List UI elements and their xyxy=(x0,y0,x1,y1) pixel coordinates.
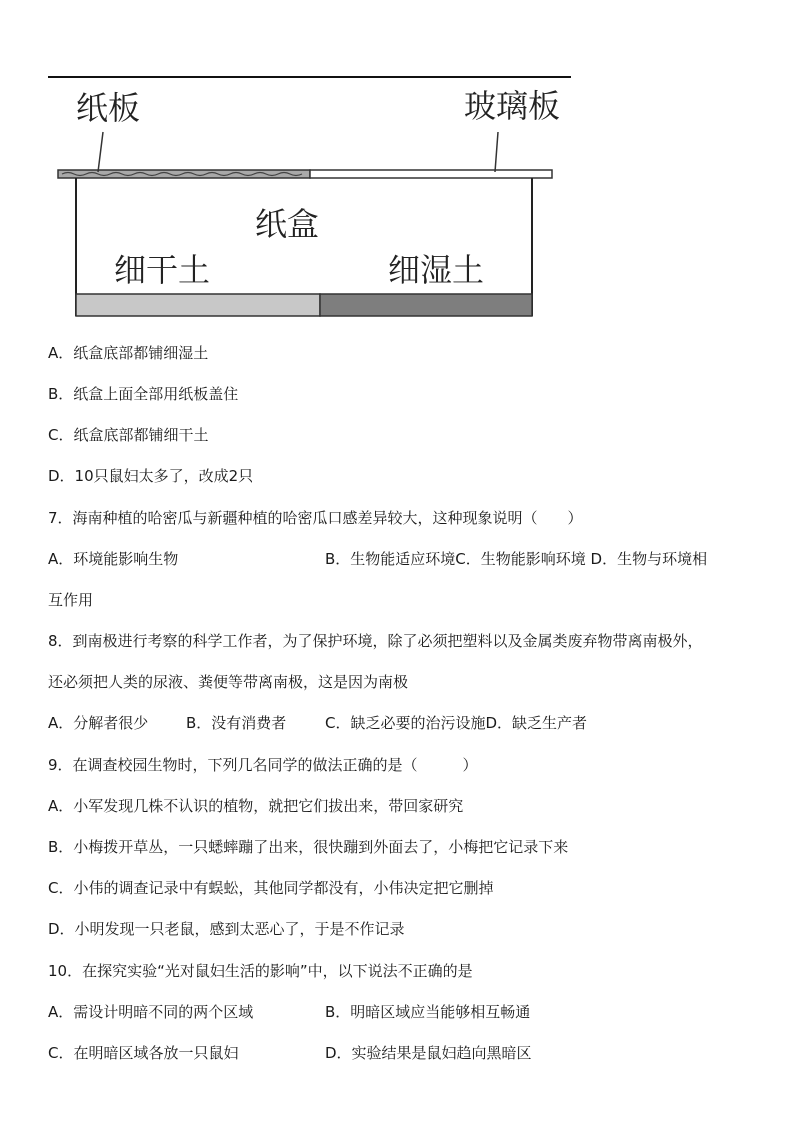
cardboard-cover xyxy=(58,170,310,178)
cardboard-pointer xyxy=(98,132,103,172)
q10-stem: 10．在探究实验“光对鼠妇生活的影响”中，以下说法不正确的是 xyxy=(48,962,473,980)
cardboard-label: 纸板 xyxy=(76,89,141,127)
q7-option-a-text: A．环境能影响生物 xyxy=(48,550,179,568)
wet-soil xyxy=(320,294,532,316)
q8-stem-line1: 8．到南极进行考察的科学工作者，为了保护环境，除了必须把塑料以及金属类废弃物带离南极外， xyxy=(48,632,703,650)
dry-soil-label: 细干土 xyxy=(114,251,211,289)
glass-label: 玻璃板 xyxy=(464,87,561,125)
q9-option-b: B．小梅拨开草丛，一只蟋蟀蹦了出来，很快蹦到外面去了，小梅把它记录下来 xyxy=(48,838,569,856)
q10-option-b: B．明暗区域应当能够相互畅通 xyxy=(325,1003,531,1021)
top-rule xyxy=(48,76,571,78)
q9-option-c: C．小伟的调查记录中有蜈蚣，其他同学都没有，小伟决定把它删掉 xyxy=(48,879,494,897)
q9-option-a: A．小军发现几株不认识的植物，就把它们拔出来，带回家研究 xyxy=(48,797,464,815)
box-label: 纸盒 xyxy=(255,205,320,243)
q7-stem: 7．海南种植的哈密瓜与新疆种植的哈密瓜口感差异较大，这种现象说明（ ） xyxy=(48,509,583,527)
q7-options-bcd-text: B．生物能适应环境C．生物能影响环境 D．生物与环境相 xyxy=(325,550,708,568)
q6-option-a: A．纸盒底部都铺细湿土 xyxy=(48,344,209,362)
dry-soil xyxy=(76,294,320,316)
q6-option-b: B．纸盒上面全部用纸板盖住 xyxy=(48,385,239,403)
glass-cover xyxy=(310,170,552,178)
q6-option-c: C．纸盒底部都铺细干土 xyxy=(48,426,209,444)
q8-option-b: B．没有消费者 xyxy=(186,714,287,732)
q9-option-d: D．小明发现一只老鼠，感到太恶心了，于是不作记录 xyxy=(48,920,405,938)
q8-option-a: A．分解者很少 xyxy=(48,714,149,732)
q9-stem: 9．在调查校园生物时，下列几名同学的做法正确的是（ ） xyxy=(48,756,478,774)
q7-option-cont: 互作用 xyxy=(48,591,94,609)
q10-option-a: A．需设计明暗不同的两个区域 xyxy=(48,1003,254,1021)
glass-pointer xyxy=(495,132,498,172)
wet-soil-label: 细湿土 xyxy=(388,251,485,289)
q10-option-d: D．实验结果是鼠妇趋向黑暗区 xyxy=(325,1044,532,1062)
q8-stem-line2: 还必须把人类的尿液、粪便等带离南极，这是因为南极 xyxy=(48,673,409,691)
q6-option-d: D．10只鼠妇太多了，改成2只 xyxy=(48,467,254,485)
q10-option-c: C．在明暗区域各放一只鼠妇 xyxy=(48,1044,239,1062)
q8-options-cd: C．缺乏必要的治污设施D．缺乏生产者 xyxy=(325,714,588,732)
experiment-figure xyxy=(48,80,578,325)
